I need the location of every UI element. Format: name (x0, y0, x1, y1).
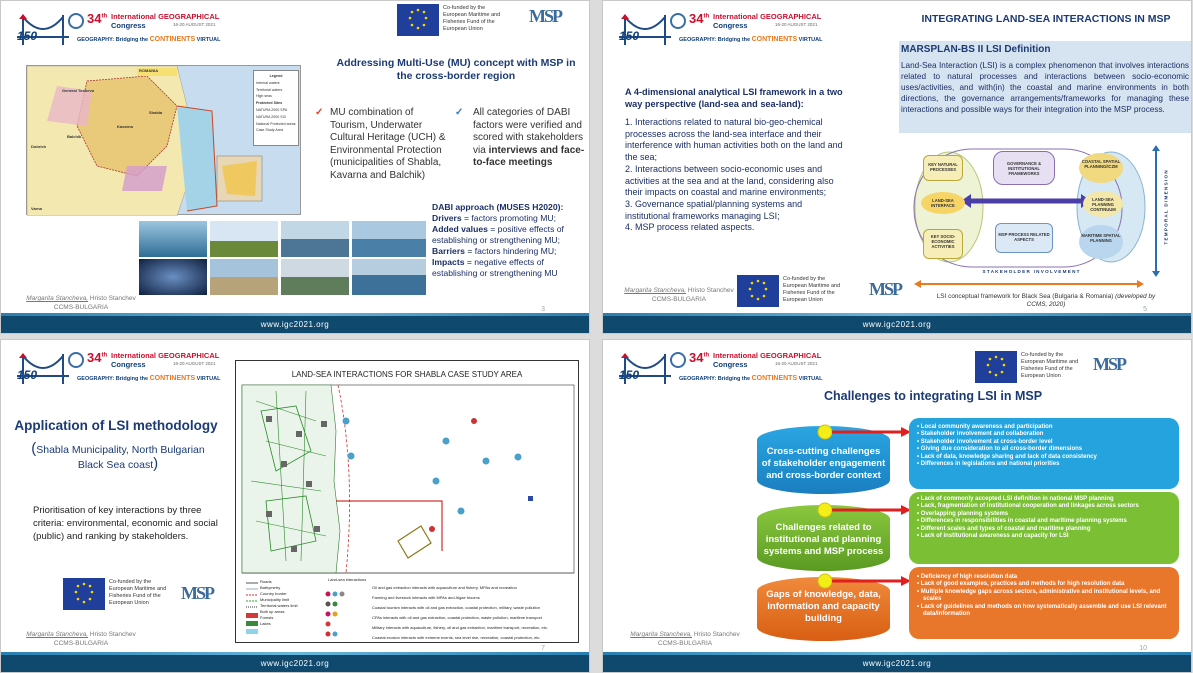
legend-lakes: Lakes (260, 621, 271, 626)
slide-title: Challenges to integrating LSI in MSP (823, 389, 1043, 403)
slide-footer (1, 655, 589, 672)
panel-item: • Overlapping planning systems (917, 510, 1009, 517)
msp-logo: MSP (1093, 354, 1125, 374)
slide-3 (0, 0, 590, 334)
legend-interaction: Coastal tourism interacts with oil and gas extraction, coastal protection, military, waste pollution (372, 605, 541, 610)
panel-item: • Multiple knowledge gaps across sectors, administrative and institutional levels, and scales (917, 588, 1161, 603)
website-link[interactable]: www.igc2021.org (260, 659, 330, 668)
legend-territorial: Territorial waters limit (260, 603, 298, 608)
framework-item: 1. Interactions related to natural bio-geo-chemical processes across the land-sea interface and their interference with human activities both on the land and the sea; (625, 117, 843, 163)
congress-logo (615, 344, 830, 392)
author-org: CCMS-BULGARIA (53, 304, 109, 311)
author-org: CCMS-BULGARIA (657, 640, 713, 647)
legend-item: National Protected areas (256, 121, 296, 126)
panel-item: • Different scales and types of coastal and maritime planning (917, 525, 1091, 532)
photo-wind-farm (281, 259, 349, 295)
node-land-sea-interface: LAND-SEA INTERFACE (921, 192, 965, 214)
map-label-general-toshevo: General Toshevo (62, 88, 95, 93)
author-rest: Hristo Stanchev (686, 287, 734, 294)
framework-item: 4. MSP process related aspects. (625, 222, 755, 233)
legend-item: Protected Sites (256, 101, 283, 106)
dabi-barriers-label: Barriers (432, 246, 465, 256)
badge-150: 150 (17, 29, 38, 43)
legend-item: Territorial waters (256, 87, 283, 92)
slide-10 (602, 339, 1192, 673)
eu-text: Co-funded by the European Maritime and Fisheries Fund of the European Union (783, 276, 841, 303)
legend-roads: Roads (260, 579, 272, 584)
panel-item: • Stakeholder involvement and collaboration (917, 431, 1044, 438)
map-label-shabla: Shabla (149, 110, 163, 115)
dabi-added-label: Added values (432, 224, 488, 234)
legend-municipality: Municipality limit (260, 597, 290, 602)
framework-item: 2. Interactions between socio-economic uses and activities at the sea and at the land, considering also their impacts on coastal and marine environments; (625, 163, 834, 198)
slide-footer (603, 655, 1191, 672)
eu-text: Co-funded by the European Maritime and Fisheries Fund of the European Union (443, 5, 501, 32)
eu-flag-icon (397, 4, 439, 36)
slide-subtitle (19, 442, 217, 472)
author-rest: Hristo Stanchev (692, 631, 740, 638)
seal-icon (670, 352, 686, 368)
legend-item: High seas (256, 94, 272, 99)
node-key-natural: KEY NATURAL PROCESSES (923, 155, 963, 181)
congress-number: 34th (87, 11, 108, 26)
panel-stakeholder-list (915, 424, 1173, 468)
slide-5 (602, 0, 1192, 334)
stakeholder-axis-label: S T A K E H O L D E R I N V O L V E M E N T (982, 269, 1080, 274)
page-number: 5 (1143, 306, 1147, 313)
photo-underwater (139, 259, 207, 295)
panel-item: • Differences in responsibilities in coastal and maritime planning systems (917, 518, 1127, 525)
author-main: Margarita Stancheva, (624, 287, 687, 294)
bullet-text: All categories of DABI factors were verified and scored with stakeholders via (473, 107, 584, 156)
congress-subtitle: Congress (713, 21, 748, 30)
slide-7 (0, 339, 590, 673)
eu-text: Co-funded by the European Maritime and Fisheries Fund of the European Union (1021, 352, 1079, 379)
box-cross-cutting (757, 426, 890, 494)
dabi-title: DABI approach (MUSES H2020): (432, 202, 564, 212)
diagram-caption (929, 293, 1163, 309)
congress-title: International GEOGRAPHICAL (713, 12, 822, 21)
bullet-mu-combination (317, 107, 447, 182)
congress-subtitle: Congress (111, 21, 146, 30)
check-icon: ✓ (455, 107, 464, 118)
dabi-approach (432, 202, 584, 279)
panel-knowledge (909, 567, 1179, 639)
dabi-drivers-text: = factors promoting MU; (461, 213, 556, 223)
framework-title: A 4-dimensional analytical LSI framework in a two way perspective (land-sea and sea-land): (625, 87, 843, 109)
author-credit (11, 630, 151, 648)
legend-interaction: Military interacts with aquaculture, fishery, oil and gas extraction, maritime transport, recreation, etc. (372, 625, 548, 630)
map-label-dobrich: Dobrich (31, 144, 47, 149)
node-planning-continuum: LAND-SEA PLANNING CONTINUUM (1083, 191, 1123, 217)
seal-icon (68, 13, 84, 29)
eu-logo (397, 4, 507, 38)
legend-country-border: Country border (260, 591, 287, 596)
slide-footer (1, 316, 589, 333)
page-number: 10 (1139, 645, 1147, 652)
panel-knowledge-list (915, 574, 1173, 618)
congress-dates: 16-20 AUGUST 2021 (775, 22, 818, 27)
lsi-map (235, 360, 579, 643)
legend-interaction: Farming and livestock interacts with MPAs and Algae blooms (372, 595, 480, 600)
website-link[interactable]: www.igc2021.org (862, 320, 932, 329)
bullet-text: MU combination of Tourism, Underwater Cultural Heritage (UCH) & Environmental Protection (municipalities of Shabla, Kavarna and Balchik) (330, 107, 446, 181)
msp-logo: MSP (181, 583, 213, 603)
slide-title: Application of LSI methodology (14, 418, 218, 433)
author-org: CCMS-BULGARIA (53, 640, 109, 647)
congress-logo (13, 344, 228, 392)
map-legend-right (328, 577, 576, 643)
footer-stripe (1, 652, 589, 655)
photo-coast (352, 221, 426, 257)
legend-item: Case Study Area (256, 128, 283, 133)
lsi-framework-diagram (911, 145, 1173, 290)
map-label-romania: ROMANIA (139, 68, 159, 73)
case-study-map (26, 65, 301, 215)
map-label-balchik: Balchik (67, 134, 82, 139)
slide-title: INTEGRATING LAND-SEA INTERACTIONS IN MSP (921, 13, 1171, 25)
paren-close: ) (153, 455, 159, 472)
panel-item: • Giving due consideration to all cross-border dimensions (917, 446, 1083, 453)
map-label-varna: Varna (31, 206, 42, 211)
congress-tagline: GEOGRAPHY: Bridging the CONTINENTS VIRTUAL (77, 375, 221, 382)
congress-tagline: GEOGRAPHY: Bridging the CONTINENTS VIRTUAL (679, 36, 823, 43)
congress-title: International GEOGRAPHICAL (111, 12, 220, 21)
congress-logo (615, 5, 830, 53)
photo-oil-pump (210, 221, 278, 257)
footer-stripe (1, 313, 589, 316)
slide-footer (603, 316, 1191, 333)
panel-item: • Lack of institutional awareness and capacity for LSI (917, 533, 1069, 540)
legend-item: NATURA 2000 SCI (256, 114, 287, 119)
node-key-socio: KEY SOCIO-ECONOMIC ACTIVITIES (923, 229, 963, 259)
bullet-bold-text: interviews and face-to-face meetings (473, 144, 585, 168)
congress-dates: 16-20 AUGUST 2021 (173, 22, 216, 27)
eu-flag-icon (63, 578, 105, 610)
paren-open: ( (31, 440, 37, 457)
check-icon: ✓ (315, 107, 324, 118)
author-rest: Hristo Stanchev (88, 295, 136, 302)
congress-number: 34th (689, 11, 710, 26)
map-label-kavarna: Kavarna (117, 124, 133, 129)
seal-icon (670, 13, 686, 29)
panel-stakeholder (909, 418, 1179, 489)
panel-item: • Differences in legislations and national priorities (917, 461, 1060, 468)
box-institutional-text: Challenges related to institutional and planning systems and MSP process (763, 522, 884, 557)
author-credit (615, 630, 755, 648)
caption-credit: (developed by CCMS, 2020) (1026, 293, 1156, 308)
node-governance: GOVERNANCE & INSTITUTIONAL FRAMEWORKS (993, 151, 1055, 185)
photo-sea (139, 221, 207, 257)
footer-stripe (603, 313, 1191, 316)
map-legend-left (260, 579, 320, 627)
map-title: LAND-SEA INTERACTIONS FOR SHABLA CASE STUDY AREA (291, 370, 523, 379)
author-org: CCMS-BULGARIA (651, 296, 707, 303)
eu-flag-icon (737, 275, 779, 307)
congress-subtitle: Congress (713, 360, 748, 369)
author-credit (609, 286, 749, 304)
box-knowledge (757, 577, 890, 641)
legend-forests: Forests (260, 615, 274, 620)
definition-text: Land-Sea Interaction (LSI) is a complex phenomenon that involves interactions related to natural processes and interactions between socio-economic uses/activities, and with(in) the coastal and marine environments in both directions, the governance arrangements/frameworks for managing these interactions and possible ways for their integration into the MSP process. (901, 61, 1189, 114)
badge-150: 150 (17, 368, 38, 382)
congress-dates: 16-20 AUGUST 2021 (173, 361, 216, 366)
photo-ship (281, 221, 349, 257)
definition-title: MARSPLAN-BS II LSI Definition (901, 44, 1051, 55)
framework-list (625, 117, 847, 234)
photo-waters (352, 259, 426, 295)
panel-item: • Lack of commonly accepted LSI definition in national MSP planning (917, 496, 1114, 502)
page-number: 3 (541, 306, 545, 313)
bullet-dabi-factors (457, 107, 587, 170)
dabi-impacts-label: Impacts (432, 257, 465, 267)
page-number: 7 (541, 645, 545, 652)
website-link[interactable]: www.igc2021.org (862, 659, 932, 668)
legend-interaction: Oil and gas extraction interacts with aquaculture and fishery, MPAs and recreation (372, 585, 517, 590)
box-institutional (757, 505, 890, 571)
seal-icon (68, 352, 84, 368)
legend-right-title: Land-sea interactions (328, 577, 367, 582)
eu-logo (975, 351, 1085, 385)
panel-item: • Lack of data, knowledge sharing and lack of data consistency (917, 453, 1097, 460)
eu-text: Co-funded by the European Maritime and Fisheries Fund of the European Union (109, 579, 167, 606)
slide-title: Addressing Multi-Use (MU) concept with MSP in the cross-border region (336, 57, 576, 82)
node-msp-aspects: MSP PROCESS RELATED ASPECTS (995, 223, 1053, 253)
legend-item: Internal waters (256, 80, 280, 85)
legend-interaction: Coastal erosion interacts with extreme events, sea level rise, recreation, coastal protection, etc. (372, 635, 541, 640)
panel-item: • Lack, fragmentation of institutional cooperation and linkages across sectors (917, 503, 1139, 510)
msp-logo: MSP (529, 6, 561, 26)
node-coastal: COASTAL SPATIAL PLANNING/ICZM (1079, 153, 1123, 183)
slide-body: Prioritisation of key interactions by three criteria: environmental, economic and social (public) and ranking by stakeholders. (33, 505, 218, 542)
box-cross-cutting-text: Cross-cutting challenges of stakeholder engagement and cross-border context (761, 446, 886, 481)
photo-people (210, 259, 278, 295)
map-legend (253, 70, 299, 146)
congress-subtitle: Congress (111, 360, 146, 369)
dabi-impacts-text: = negative effects of establishing or strengthening MU (432, 257, 558, 278)
author-main: Margarita Stancheva, (630, 631, 693, 638)
legend-interaction: CPAs interacts with oil and gas extraction, coastal protection, waste pollution, maritime transport (372, 615, 543, 620)
dabi-barriers-text: = factors hindering MU; (464, 246, 557, 256)
congress-title: International GEOGRAPHICAL (713, 351, 822, 360)
dabi-added-text: = positive effects of establishing or strengthening MU; (432, 224, 564, 245)
panel-item: • Deficiency of high resolution data (917, 574, 1018, 580)
panel-item: • Lack of good examples, practices and methods for high resolution data (917, 581, 1125, 588)
box-knowledge-text: Gaps of knowledge, data, information and capacity building (766, 589, 881, 624)
author-main: Margarita Stancheva, (26, 631, 89, 638)
congress-number: 34th (87, 350, 108, 365)
website-link[interactable]: www.igc2021.org (260, 320, 330, 329)
definition-box (899, 41, 1192, 133)
framework-item: 3. Governance spatial/planning systems and institutional frameworks managing LSI; (625, 198, 803, 221)
legend-title: Legend (269, 74, 283, 78)
legend-item: NATURA 2000 SPA (256, 107, 288, 112)
eu-logo (737, 275, 847, 309)
badge-150: 150 (619, 368, 640, 382)
node-maritime: MARITIME SPATIAL PLANNING (1079, 225, 1123, 259)
caption-main: LSI conceptual framework for Black Sea (Bulgaria & Romania) (936, 293, 1114, 300)
subtitle-text: Shabla Municipality, North Bulgarian Black Sea coast (36, 444, 205, 471)
panel-item: • Stakeholder involvement at cross-border level (917, 438, 1053, 445)
legend-bathymetry: Bathymetry (260, 585, 281, 590)
author-rest: Hristo Stanchev (88, 631, 136, 638)
panel-institutional-list (915, 496, 1173, 540)
badge-150: 150 (619, 29, 640, 43)
dabi-drivers-label: Drivers (432, 213, 462, 223)
congress-tagline: GEOGRAPHY: Bridging the CONTINENTS VIRTUAL (679, 375, 823, 382)
temporal-axis-label: T E M P O R A L D I M E N S I O N (1163, 170, 1169, 245)
eu-logo (63, 578, 173, 612)
node-lsi-integration: LSI integration (1005, 191, 1045, 197)
msp-logo: MSP (869, 279, 901, 299)
panel-institutional (909, 492, 1179, 564)
congress-dates: 16-20 AUGUST 2021 (775, 361, 818, 366)
congress-tagline: GEOGRAPHY: Bridging the CONTINENTS VIRTUAL (77, 36, 221, 43)
legend-built-up: Built up areas (260, 609, 285, 614)
congress-title: International GEOGRAPHICAL (111, 351, 220, 360)
panel-item: • Lack of guidelines and methods on how systematically assemble and use LSI relevant data/information (917, 603, 1167, 618)
author-main: Margarita Stancheva, (26, 295, 89, 302)
footer-stripe (603, 652, 1191, 655)
congress-number: 34th (689, 350, 710, 365)
eu-flag-icon (975, 351, 1017, 383)
congress-logo (13, 5, 228, 53)
author-credit (11, 294, 151, 312)
panel-item: • Local community awareness and participation (917, 424, 1053, 430)
